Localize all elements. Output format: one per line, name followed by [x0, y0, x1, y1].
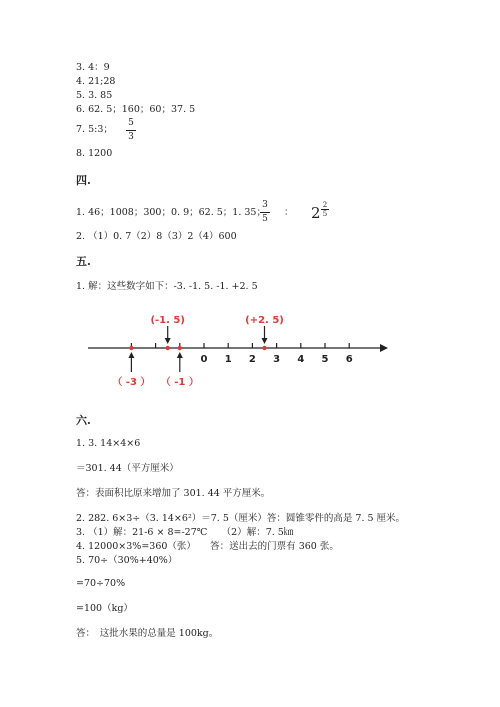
section-heading: 四.: [76, 174, 91, 187]
number-line-tick-label: 6: [345, 354, 353, 365]
number-line-tick-label: 0: [200, 354, 208, 365]
arrow-icon: [262, 326, 268, 344]
number-line: [80, 308, 400, 398]
arrow-head-icon: [380, 344, 388, 352]
mixed-whole: 2: [311, 204, 321, 222]
answer-line: 1. 3. 14×4×6: [76, 438, 141, 449]
answer-line: 4. 21;28: [76, 76, 116, 87]
answer-line: 2. （1）0. 7（2）8（3）2（4）600: [76, 231, 237, 242]
answer-line: 答： 这批水果的总量是 100kg。: [76, 628, 219, 639]
answer-line: ＝301. 44（平方厘米）: [76, 463, 179, 474]
arrow-icon: [177, 352, 183, 372]
number-line-tick-label: 4: [297, 354, 305, 365]
arrow-icon: [165, 326, 171, 344]
answer-line: 7. 5:3；: [76, 124, 113, 135]
number-line-tick-label: 3: [273, 354, 281, 365]
number-line-point-label: (-1. 5): [150, 315, 185, 326]
answer-line: 2. 282. 6×3÷（3. 14×6²）＝7. 5（厘米）答：圆锥零件的高是 7. 5 厘米。: [76, 513, 406, 524]
answer-line: 4. 12000×3%=360（张） 答：送出去的门票有 360 张。: [76, 541, 339, 552]
fraction-bar: [260, 212, 270, 213]
number-line-tick-label: 2: [248, 354, 256, 365]
number-line-point: [178, 346, 182, 350]
arrow-icon: [128, 352, 134, 372]
fraction: [126, 118, 136, 143]
number-line-tick-label: 1: [224, 354, 232, 365]
mixed-fraction: [321, 201, 329, 218]
fraction: [260, 200, 270, 225]
fraction-denominator: 3: [128, 132, 134, 142]
number-line-point: [166, 346, 170, 350]
answer-line: 3. 4：9: [76, 62, 110, 73]
answer-line: 5. 70÷（30%+40%）: [76, 555, 178, 566]
fraction-numerator: 2: [322, 201, 328, 209]
answer-line: 8. 1200: [76, 148, 113, 159]
answer-line: =70÷70%: [76, 578, 126, 589]
mixed-number: [311, 201, 331, 224]
answer-line: 5. 3. 85: [76, 90, 113, 101]
number-line-point-label: （ -1 ）: [160, 377, 199, 388]
answer-line: =100（kg）: [76, 603, 133, 614]
fraction-numerator: 3: [262, 200, 268, 210]
number-line-point: [262, 346, 266, 350]
answer-line: 答：表面积比原来增加了 301. 44 平方厘米。: [76, 488, 271, 499]
answer-line: 1. 解：这些数字如下：-3. -1. 5. -1. +2. 5: [76, 281, 258, 292]
section-heading: 六.: [76, 414, 91, 427]
fraction-bar: [126, 130, 136, 131]
number-line-point: [129, 346, 133, 350]
answer-line: 3. （1）解：21-6 × 8=-27℃ （2）解：7. 5㎞: [76, 527, 294, 538]
separator: ：: [284, 207, 294, 218]
number-line-point-label: (+2. 5): [245, 315, 284, 326]
answer-line: 6. 62. 5；160；60；37. 5: [76, 104, 196, 115]
number-line-point-label: （ -3 ）: [112, 377, 151, 388]
number-line-tick-label: 5: [321, 354, 329, 365]
fraction-denominator: 5: [322, 210, 328, 218]
section-heading: 五.: [76, 255, 91, 268]
answer-line: 1. 46；1008；300；0. 9；62. 5；1. 35；: [76, 207, 266, 218]
fraction-numerator: 5: [128, 118, 134, 128]
fraction-denominator: 5: [262, 214, 268, 224]
